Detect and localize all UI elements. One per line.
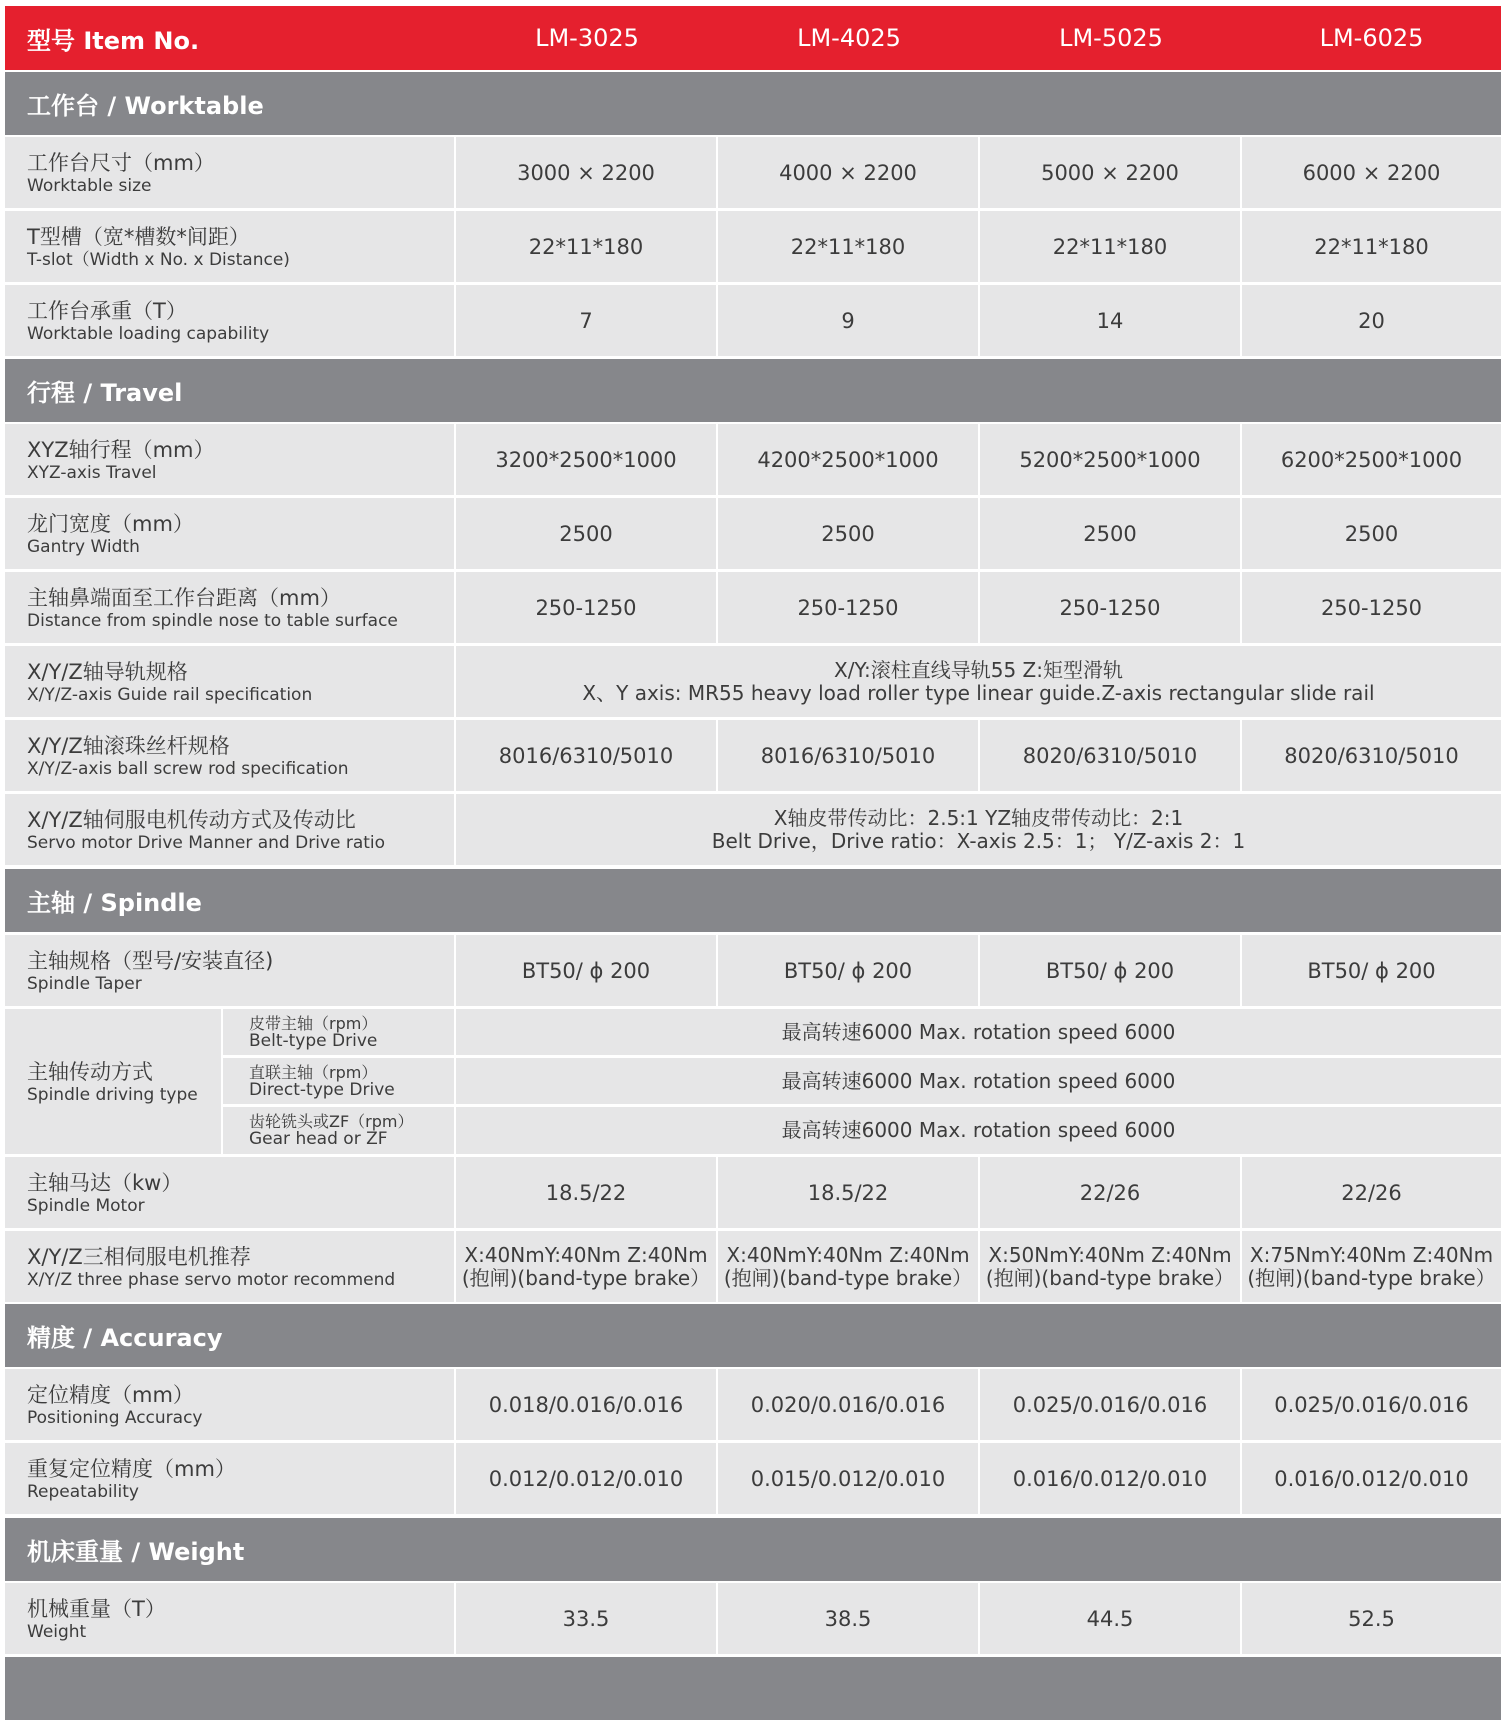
label-en: X/Y/Z-axis ball screw rod specification: [27, 758, 349, 779]
footer-bar: [5, 1657, 1501, 1720]
label-zh: 机械重量（T）: [27, 1596, 166, 1621]
sub-label-en: Direct-type Drive: [249, 1079, 395, 1100]
row-label: [5, 211, 454, 282]
label-en: Spindle Taper: [27, 973, 142, 994]
row-label: [5, 498, 454, 569]
value-cell: 22/26: [980, 1157, 1240, 1228]
value-cell-merged: 最高转速6000 Max. rotation speed 6000: [456, 1058, 1501, 1104]
value-cell-merged: 最高转速6000 Max. rotation speed 6000: [456, 1009, 1501, 1055]
row-label: [5, 794, 454, 865]
value-cell: [1242, 1231, 1501, 1302]
section-accuracy: 精度 / Accuracy: [5, 1304, 1501, 1367]
row-label: [5, 1231, 454, 1302]
value-cell: [718, 1231, 978, 1302]
label-zh: 工作台尺寸（mm）: [27, 150, 215, 175]
value-cell: 250-1250: [980, 572, 1240, 643]
value-cell: 0.016/0.012/0.010: [1242, 1443, 1501, 1514]
value-cell: 3200*2500*1000: [456, 424, 716, 495]
label-en: Worktable size: [27, 175, 152, 196]
section-weight: 机床重量 / Weight: [5, 1518, 1501, 1581]
value-cell: 0.025/0.016/0.016: [980, 1369, 1240, 1440]
label-zh: 主轴传动方式: [27, 1059, 153, 1084]
value-cell: 8020/6310/5010: [1242, 720, 1501, 791]
header-model: LM-5025: [980, 6, 1242, 70]
value-line-zh: X/Y:滚柱直线导轨55 Z:矩型滑轨: [834, 657, 1123, 682]
value-cell: 2500: [980, 498, 1240, 569]
value-line-zh: X轴皮带传动比：2.5:1 YZ轴皮带传动比：2:1: [773, 805, 1184, 830]
value-cell: 2500: [456, 498, 716, 569]
header-model: LM-4025: [718, 6, 980, 70]
row-label: [5, 720, 454, 791]
label-zh: XYZ轴行程（mm）: [27, 437, 215, 462]
value-cell: 0.012/0.012/0.010: [456, 1443, 716, 1514]
value-cell: BT50/ ϕ 200: [980, 935, 1240, 1006]
label-en: XYZ-axis Travel: [27, 462, 157, 483]
value-cell: 38.5: [718, 1583, 978, 1654]
label-zh: 主轴规格（型号/安装直径): [27, 948, 274, 973]
label-en: Worktable loading capability: [27, 323, 270, 344]
label-en: Distance from spindle nose to table surface: [27, 610, 398, 631]
row-label: [5, 424, 454, 495]
value-cell: [980, 1231, 1240, 1302]
value-line: X:50NmY:40Nm Z:40Nm: [988, 1242, 1232, 1267]
value-cell-merged: 最高转速6000 Max. rotation speed 6000: [456, 1107, 1501, 1154]
value-cell: 0.025/0.016/0.016: [1242, 1369, 1501, 1440]
value-cell: 33.5: [456, 1583, 716, 1654]
label-en: T-slot（Width x No. x Distance): [27, 249, 290, 270]
header-model: LM-6025: [1242, 6, 1501, 70]
value-cell-merged: [456, 794, 1501, 865]
value-cell: 250-1250: [1242, 572, 1501, 643]
value-cell: 18.5/22: [456, 1157, 716, 1228]
value-cell: 14: [980, 285, 1240, 356]
sub-label-zh: 皮带主轴（rpm）: [249, 1013, 378, 1033]
value-cell: 20: [1242, 285, 1501, 356]
value-cell: 0.020/0.016/0.016: [718, 1369, 978, 1440]
sub-label: [223, 1009, 454, 1055]
sub-label-zh: 直联主轴（rpm）: [249, 1062, 378, 1082]
value-cell: 2500: [1242, 498, 1501, 569]
row-label: [5, 1157, 454, 1228]
label-zh: 重复定位精度（mm）: [27, 1456, 236, 1481]
value-cell: 3000 × 2200: [456, 137, 716, 208]
label-zh: X/Y/Z轴滚珠丝杆规格: [27, 733, 230, 758]
value-cell: 22*11*180: [456, 211, 716, 282]
value-cell: 250-1250: [718, 572, 978, 643]
label-en: Gantry Width: [27, 536, 140, 557]
value-cell: 250-1250: [456, 572, 716, 643]
value-line-en: Belt Drive，Drive ratio：X-axis 2.5：1； Y/Z-axis 2：1: [711, 828, 1246, 853]
label-zh: X/Y/Z轴导轨规格: [27, 659, 188, 684]
label-zh: 定位精度（mm）: [27, 1382, 194, 1407]
value-cell: 8016/6310/5010: [456, 720, 716, 791]
sub-label-en: Gear head or ZF: [249, 1129, 388, 1149]
value-line: (抱闸)(band-type brake）: [461, 1265, 711, 1290]
sub-label-zh: 齿轮铣头或ZF（rpm）: [249, 1112, 414, 1131]
value-cell: [456, 1231, 716, 1302]
value-cell: 0.015/0.012/0.010: [718, 1443, 978, 1514]
value-cell: 6200*2500*1000: [1242, 424, 1501, 495]
label-en: Positioning Accuracy: [27, 1407, 203, 1428]
row-label: [5, 572, 454, 643]
value-cell: 22/26: [1242, 1157, 1501, 1228]
value-line: (抱闸)(band-type brake）: [985, 1265, 1235, 1290]
row-label: [5, 285, 454, 356]
value-cell: 9: [718, 285, 978, 356]
section-travel: 行程 / Travel: [5, 359, 1501, 422]
row-label: [5, 1009, 221, 1154]
row-label: [5, 935, 454, 1006]
label-en: Servo motor Drive Manner and Drive ratio: [27, 832, 386, 853]
value-cell: BT50/ ϕ 200: [1242, 935, 1501, 1006]
row-label: [5, 1583, 454, 1654]
sub-label-en: Belt-type Drive: [249, 1030, 378, 1051]
label-en: X/Y/Z-axis Guide rail specification: [27, 684, 313, 705]
value-cell: 0.016/0.012/0.010: [980, 1443, 1240, 1514]
value-cell: 4200*2500*1000: [718, 424, 978, 495]
label-en: Weight: [27, 1621, 87, 1642]
section-worktable: 工作台 / Worktable: [5, 72, 1501, 135]
row-label: [5, 646, 454, 717]
row-label: [5, 137, 454, 208]
label-zh: 工作台承重（T）: [27, 298, 187, 323]
sub-label: [223, 1107, 454, 1154]
label-zh: X/Y/Z轴伺服电机传动方式及传动比: [27, 807, 356, 832]
value-cell: 0.018/0.016/0.016: [456, 1369, 716, 1440]
value-cell: 22*11*180: [1242, 211, 1501, 282]
label-zh: 主轴马达（kw）: [27, 1170, 183, 1195]
header-model: LM-3025: [456, 6, 718, 70]
label-zh: X/Y/Z三相伺服电机推荐: [27, 1244, 251, 1269]
value-cell: 5200*2500*1000: [980, 424, 1240, 495]
label-en: Repeatability: [27, 1481, 139, 1502]
value-cell: 22*11*180: [980, 211, 1240, 282]
label-en: Spindle driving type: [27, 1084, 198, 1105]
value-cell: 18.5/22: [718, 1157, 978, 1228]
value-cell: 5000 × 2200: [980, 137, 1240, 208]
value-cell: 22*11*180: [718, 211, 978, 282]
value-cell: 2500: [718, 498, 978, 569]
row-label: [5, 1443, 454, 1514]
value-cell: 6000 × 2200: [1242, 137, 1501, 208]
label-en: X/Y/Z three phase servo motor recommend: [27, 1269, 396, 1290]
value-line: X:40NmY:40Nm Z:40Nm: [726, 1242, 970, 1267]
value-cell: 4000 × 2200: [718, 137, 978, 208]
label-zh: T型槽（宽*槽数*间距）: [27, 224, 250, 249]
label-zh: 主轴鼻端面至工作台距离（mm）: [27, 585, 341, 610]
header-item-label: 型号 Item No.: [5, 6, 456, 70]
value-line: (抱闸)(band-type brake）: [723, 1265, 973, 1290]
value-line: X:40NmY:40Nm Z:40Nm: [464, 1242, 708, 1267]
value-cell-merged: [456, 646, 1501, 717]
label-en: Spindle Motor: [27, 1195, 145, 1216]
sub-label: [223, 1058, 454, 1104]
value-line: (抱闸)(band-type brake）: [1247, 1265, 1496, 1290]
row-label: [5, 1369, 454, 1440]
value-cell: BT50/ ϕ 200: [456, 935, 716, 1006]
value-cell: 44.5: [980, 1583, 1240, 1654]
value-line-en: X、Y axis: MR55 heavy load roller type linear guide.Z-axis rectangular slide rail: [582, 680, 1375, 705]
section-spindle: 主轴 / Spindle: [5, 869, 1501, 932]
value-cell: 8016/6310/5010: [718, 720, 978, 791]
value-cell: 8020/6310/5010: [980, 720, 1240, 791]
label-zh: 龙门宽度（mm）: [27, 511, 194, 536]
value-cell: 7: [456, 285, 716, 356]
value-cell: 52.5: [1242, 1583, 1501, 1654]
value-cell: BT50/ ϕ 200: [718, 935, 978, 1006]
value-line: X:75NmY:40Nm Z:40Nm: [1249, 1242, 1494, 1267]
